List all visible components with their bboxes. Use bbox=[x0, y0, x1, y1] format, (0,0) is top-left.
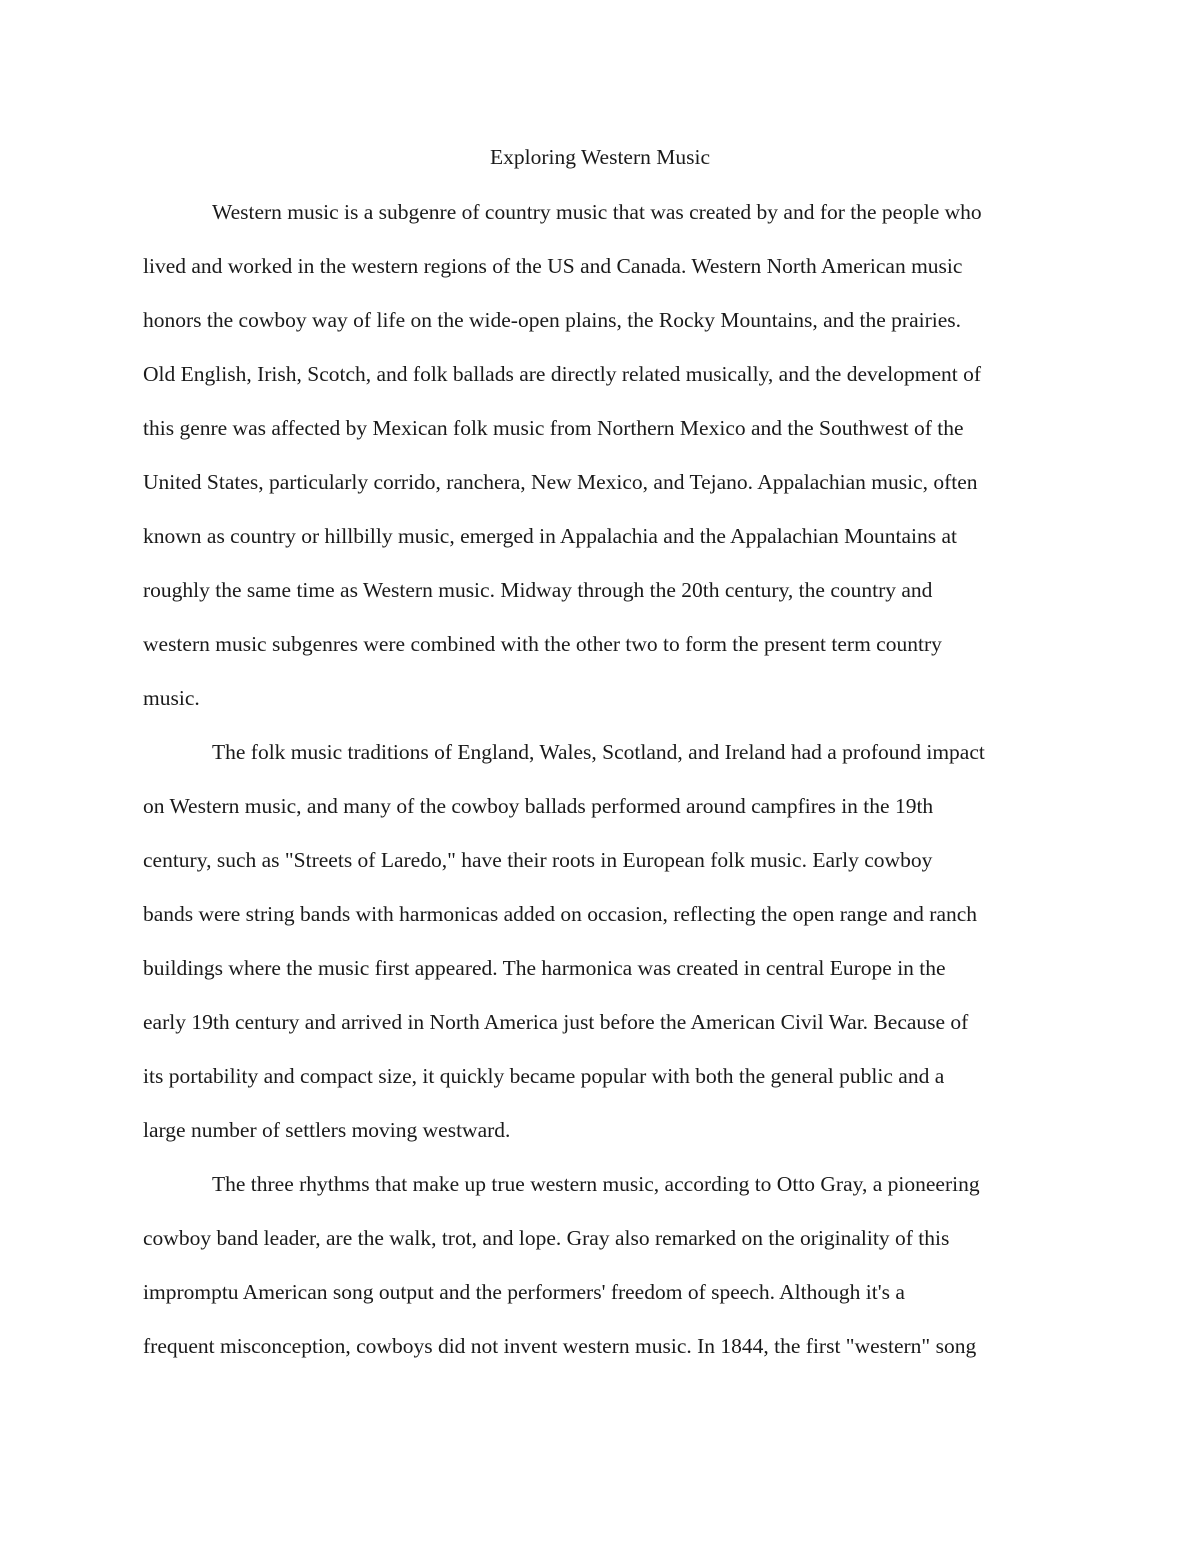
paragraph-1-line-3: honors the cowboy way of life on the wide-open plains, the Rocky Mountains, and the prairies. bbox=[143, 308, 962, 332]
paragraph-2-line-6: early 19th century and arrived in North America just before the American Civil War. Because of bbox=[143, 1010, 969, 1034]
paragraph-2-line-5: buildings where the music first appeared. The harmonica was created in central Europe in the bbox=[143, 956, 946, 980]
paragraph-1-line-6: United States, particularly corrido, ranchera, New Mexico, and Tejano. Appalachian music, often bbox=[143, 470, 978, 494]
paragraph-1-line-2: lived and worked in the western regions of the US and Canada. Western North American music bbox=[143, 254, 963, 278]
paragraph-1-line-1: Western music is a subgenre of country music that was created by and for the people who bbox=[212, 200, 982, 224]
paragraph-2-line-2: on Western music, and many of the cowboy ballads performed around campfires in the 19th bbox=[143, 794, 934, 818]
paragraph-2-line-1: The folk music traditions of England, Wales, Scotland, and Ireland had a profound impact bbox=[212, 740, 985, 764]
paragraph-1-line-9: western music subgenres were combined with the other two to form the present term country bbox=[143, 632, 942, 656]
paragraph-2-line-7: its portability and compact size, it quickly became popular with both the general public and a bbox=[143, 1064, 945, 1088]
paragraph-1-line-8: roughly the same time as Western music. Midway through the 20th century, the country and bbox=[143, 578, 933, 602]
paragraph-1-line-5: this genre was affected by Mexican folk music from Northern Mexico and the Southwest of the bbox=[143, 416, 964, 440]
paragraph-3-line-3: impromptu American song output and the performers' freedom of speech. Although it's a bbox=[143, 1280, 905, 1304]
document-title: Exploring Western Music bbox=[489, 145, 710, 169]
paragraph-3-line-2: cowboy band leader, are the walk, trot, and lope. Gray also remarked on the originality of this bbox=[143, 1226, 950, 1250]
paragraph-2-line-8: large number of settlers moving westward. bbox=[143, 1118, 511, 1142]
paragraph-3-line-1: The three rhythms that make up true western music, according to Otto Gray, a pioneering bbox=[212, 1172, 980, 1196]
paragraph-3-line-4: frequent misconception, cowboys did not invent western music. In 1844, the first "western" song bbox=[143, 1334, 977, 1358]
paragraph-2-line-3: century, such as "Streets of Laredo," have their roots in European folk music. Early cowboy bbox=[143, 848, 933, 872]
paragraph-1-line-4: Old English, Irish, Scotch, and folk ballads are directly related musically, and the development of bbox=[143, 362, 982, 386]
paragraph-1-line-7: known as country or hillbilly music, emerged in Appalachia and the Appalachian Mountains at bbox=[143, 524, 958, 548]
paragraph-2-line-4: bands were string bands with harmonicas added on occasion, reflecting the open range and ranch bbox=[143, 902, 978, 926]
paragraph-1-line-10: music. bbox=[143, 686, 200, 710]
